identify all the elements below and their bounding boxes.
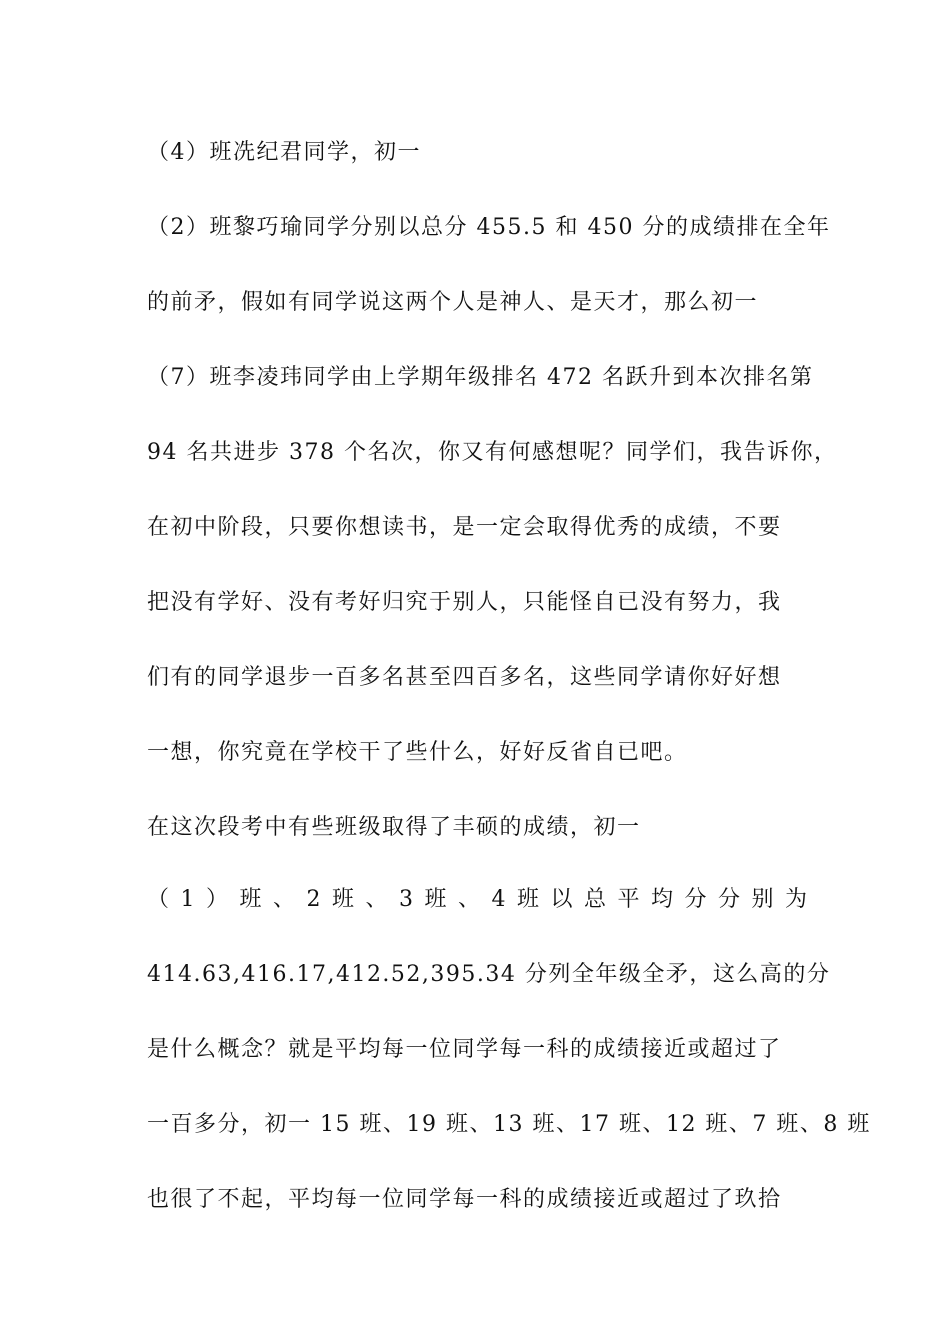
- justified-token: 总: [583, 887, 606, 912]
- justified-token: 、: [272, 887, 295, 912]
- justified-token: ）: [205, 887, 228, 912]
- justified-token: 为: [784, 887, 807, 912]
- justified-token: 分: [684, 887, 707, 912]
- text-line-5: 94 名共进步 378 个名次，你又有何感想呢？同学们，我告诉你，: [147, 440, 838, 465]
- justified-token: （: [147, 887, 170, 912]
- justified-token: 以: [550, 887, 573, 912]
- justified-token: 4: [491, 887, 506, 912]
- justified-token: 2: [306, 887, 321, 912]
- text-line-15: 也很了不起，平均每一位同学每一科的成绩接近或超过了玖拾: [147, 1187, 782, 1212]
- text-line-1: （4）班冼纪君同学，初一: [147, 140, 421, 165]
- justified-token: 3: [398, 887, 413, 912]
- text-line-3: 的前矛，假如有同学说这两个人是神人、是天才，那么初一: [147, 290, 759, 315]
- justified-token: 班: [331, 887, 354, 912]
- justified-token: 班: [424, 887, 447, 912]
- justified-token: 班: [516, 887, 539, 912]
- justified-token: 1: [180, 887, 195, 912]
- text-line-11-justified: [147, 885, 807, 915]
- text-line-2: （2）班黎巧瑜同学分别以总分 455.5 和 450 分的成绩排在全年: [147, 215, 831, 240]
- justified-token: 别: [751, 887, 774, 912]
- text-line-9: 一想，你究竟在学校干了些什么，好好反省自已吧。: [147, 740, 688, 765]
- justified-token: 班: [239, 887, 262, 912]
- justified-token: 平: [617, 887, 640, 912]
- justified-token: 、: [365, 887, 388, 912]
- text-line-10: 在这次段考中有些班级取得了丰硕的成绩，初一: [147, 815, 641, 840]
- text-line-12: 414.63,416.17,412.52,395.34 分列全年级全矛，这么高的分: [147, 962, 831, 987]
- text-line-8: 们有的同学退步一百多名甚至四百多名，这些同学请你好好想: [147, 665, 782, 690]
- text-line-4: （7）班李凌玮同学由上学期年级排名 472 名跃升到本次排名第: [147, 365, 814, 390]
- text-line-14: 一百多分，初一 15 班、19 班、13 班、17 班、12 班、7 班、8 班: [147, 1112, 871, 1137]
- justified-token: 均: [650, 887, 673, 912]
- text-line-13: 是什么概念？就是平均每一位同学每一科的成绩接近或超过了: [147, 1037, 782, 1062]
- text-line-7: 把没有学好、没有考好归究于别人，只能怪自已没有努力，我: [147, 590, 782, 615]
- justified-token: 、: [457, 887, 480, 912]
- text-line-6: 在初中阶段，只要你想读书，是一定会取得优秀的成绩，不要: [147, 515, 782, 540]
- justified-token: 分: [717, 887, 740, 912]
